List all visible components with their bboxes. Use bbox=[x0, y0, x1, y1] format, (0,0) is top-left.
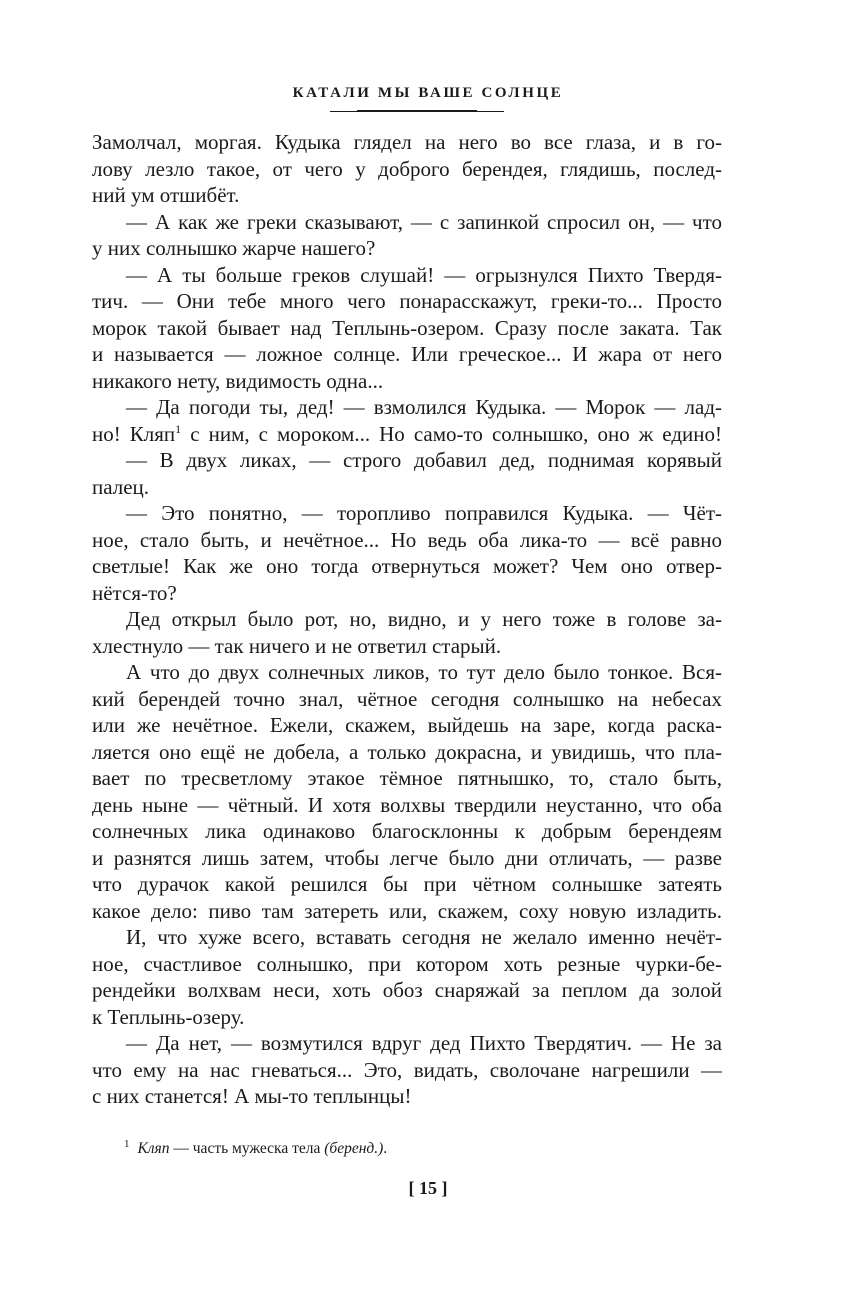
text-line-18: нётся-то? bbox=[92, 580, 177, 605]
text-line-7: тич. — Они тебе много чего понарасскажут, греки-то... Просто bbox=[92, 289, 722, 313]
text-line-11: — Да погоди ты, дед! — взмолился Кудыка. — Морок — лад- bbox=[126, 395, 722, 419]
page-number: [ 15 ] bbox=[408, 1178, 448, 1198]
text-line-25: вает по тресветлому этакое тёмное пятнышко, то, стало быть, bbox=[92, 766, 722, 790]
text-line-10: никакого нету, видимость одна... bbox=[92, 368, 384, 393]
text-line-24: ляется оно ещё не добела, а только докрасна, и увидишь, что пла- bbox=[92, 739, 722, 764]
text-line-12 bbox=[92, 421, 722, 448]
text-line-12-start: но! Кляп bbox=[92, 421, 176, 446]
text-line-5: у них солнышко жарче нашего? bbox=[92, 236, 376, 260]
running-title: КАТАЛИ МЫ ВАШЕ СОЛНЦЕ bbox=[292, 85, 564, 101]
text-line-15: — Это понятно, — торопливо поправился Кудыка. — Чёт- bbox=[126, 501, 722, 525]
text-line-8: морок такой бывает над Теплынь-озером. Сразу после заката. Так bbox=[92, 315, 722, 340]
text-line-30: какое дело: пиво там затереть или, скажем, соху новую изладить. bbox=[92, 898, 722, 923]
body-text bbox=[92, 129, 722, 1110]
text-line-9: и называется — ложное солнце. Или греческое... И жара от него bbox=[92, 342, 722, 366]
text-line-3: ний ум отшибёт. bbox=[92, 183, 240, 207]
text-line-16: ное, стало быть, и нечётное... Но ведь оба лика-то — всё равно bbox=[92, 527, 722, 552]
text-line-29: что дурачок какой решился бы при чётном солнышке затеять bbox=[92, 872, 722, 896]
header-rule bbox=[357, 110, 477, 112]
text-line-23: или же нечётное. Ежели, скажем, выйдешь на заре, когда раска- bbox=[92, 713, 722, 737]
footnote bbox=[124, 1134, 387, 1159]
text-line-14: палец. bbox=[92, 474, 150, 499]
footnote-reference: 1 bbox=[175, 421, 182, 436]
text-line-17: светлые! Как же оно тогда отвернуться может? Чем оно отвер- bbox=[92, 554, 722, 578]
text-line-37: с них станется! А мы-то теплынцы! bbox=[92, 1084, 412, 1108]
text-line-34: к Теплынь-озеру. bbox=[92, 1004, 245, 1029]
text-line-31: И, что хуже всего, вставать сегодня не желало именно нечёт- bbox=[126, 925, 722, 949]
text-line-13: — В двух ликах, — строго добавил дед, поднимая корявый bbox=[126, 448, 722, 472]
text-line-35: — Да нет, — возмутился вдруг дед Пихто Твердятич. — Не за bbox=[126, 1031, 722, 1055]
text-line-33: рендейки волхвам неси, хоть обоз снаряжай за пеплом да золой bbox=[92, 978, 722, 1002]
text-line-4: — А как же греки сказывают, — с запинкой спросил он, — что bbox=[126, 209, 722, 234]
footnote-term: Кляп bbox=[137, 1140, 170, 1157]
text-line-36: что ему на нас гневаться... Это, видать, сволочане нагрешили — bbox=[92, 1057, 722, 1082]
text-line-28: и разнятся лишь затем, чтобы легче было дни отличать, — разве bbox=[92, 845, 722, 870]
footnote-end: . bbox=[383, 1140, 388, 1157]
footnote-definition: — часть мужеска тела bbox=[169, 1140, 325, 1157]
footnote-source: (беренд.) bbox=[324, 1140, 384, 1157]
text-line-22: кий берендей точно знал, чётное сегодня солнышко на небесах bbox=[92, 686, 722, 711]
text-line-32: ное, счастливое солнышко, при котором хоть резные чурки-бе- bbox=[92, 951, 722, 976]
text-line-6: — А ты больше греков слушай! — огрызнулся Пихто Твердя- bbox=[126, 262, 722, 287]
text-line-26: день ныне — чётный. И хотя волхвы твердили неустанно, что оба bbox=[92, 792, 722, 817]
text-line-2: лову лезло такое, от чего у доброго берендея, глядишь, послед- bbox=[92, 156, 722, 181]
text-line-12-end: с ним, с мороком... Но само-то солнышко, оно ж едино! bbox=[181, 421, 722, 446]
text-line-1: Замолчал, моргая. Кудыка глядел на него во все глаза, и в го- bbox=[92, 130, 722, 154]
text-line-21: А что до двух солнечных ликов, то тут дело было тонкое. Вся- bbox=[126, 660, 722, 684]
text-line-19: Дед открыл было рот, но, видно, и у него тоже в голове за- bbox=[126, 607, 722, 631]
text-line-20: хлестнуло — так ничего и не ответил старый. bbox=[92, 633, 502, 658]
footnote-mark: 1 bbox=[124, 1138, 130, 1150]
text-line-27: солнечных лика одинаково благосклонны к добрым берендеям bbox=[92, 819, 722, 843]
